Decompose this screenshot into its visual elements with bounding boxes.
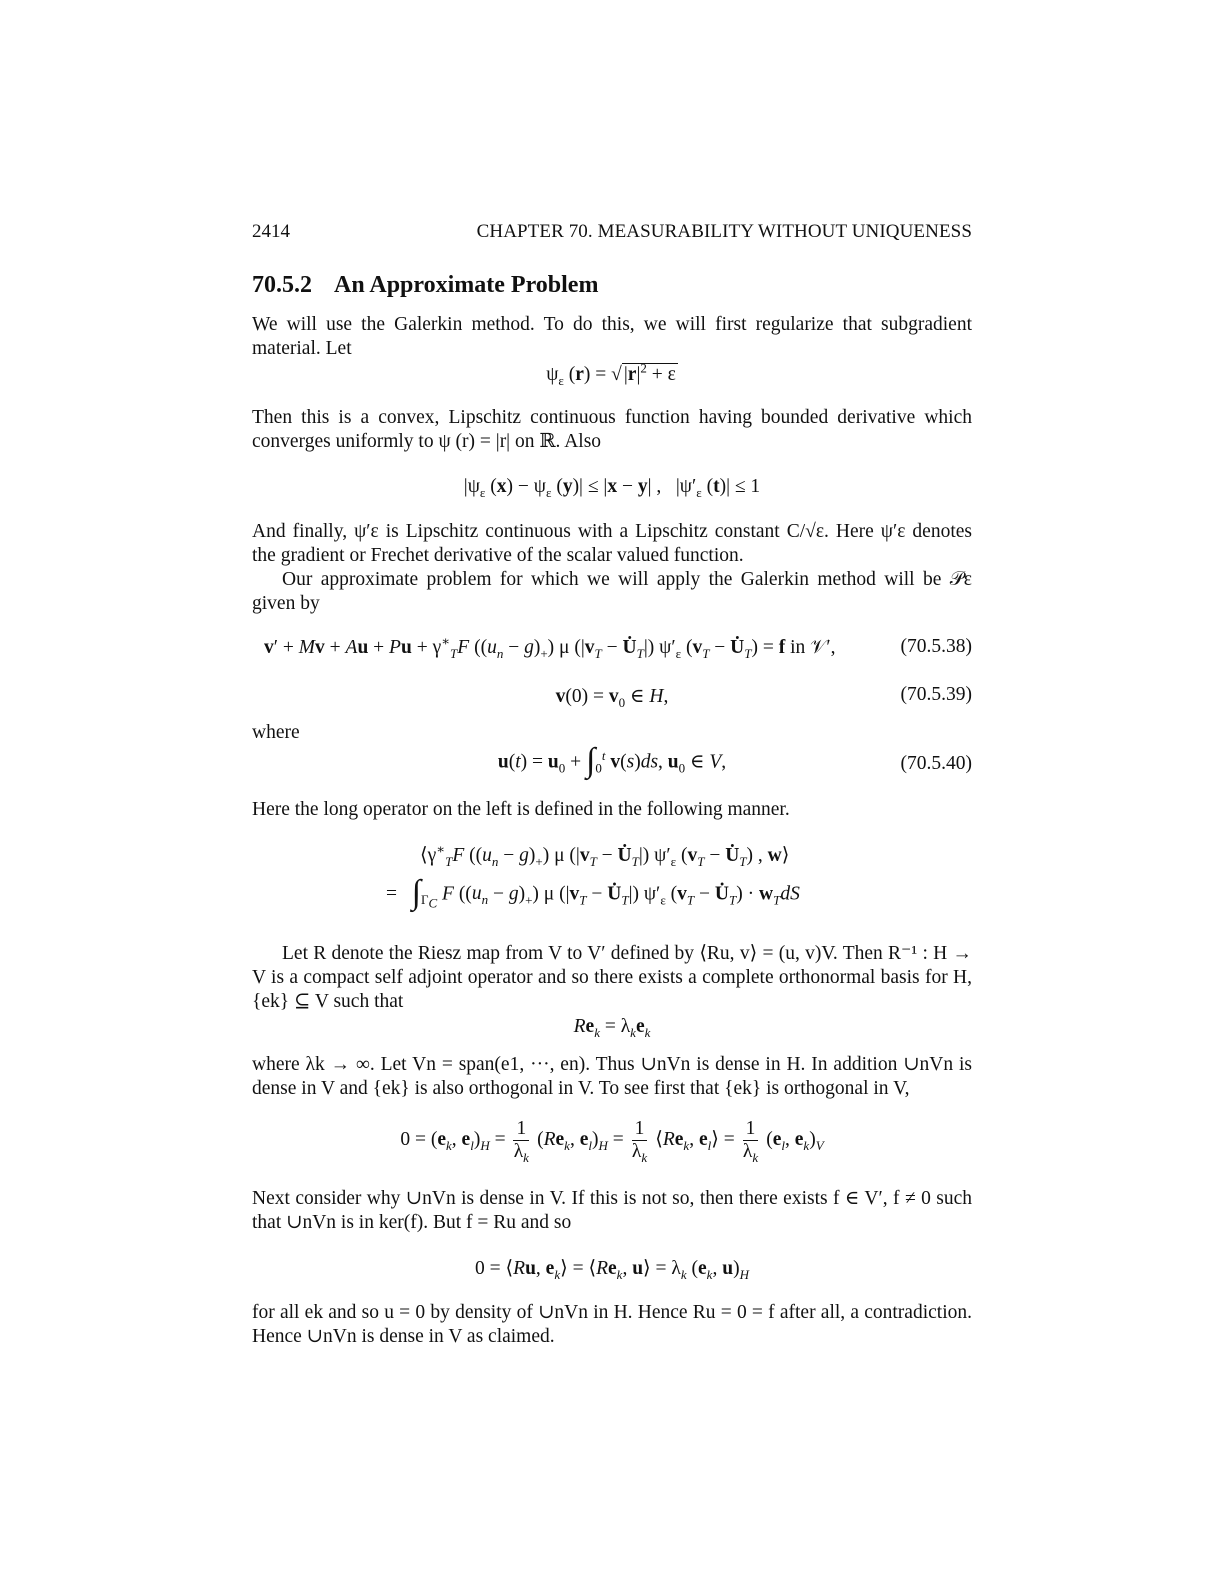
- equation-70-5-39: $v(0) = v_0$ ∈ H,: [555, 686, 669, 710]
- equation-number-40: (70.5.40): [900, 753, 972, 774]
- equation-operator-line2: = $\int_{\Gamma_C}$ F $((u_n - g)_+)$ μ ($|v_T$ − $U̇_T|$) $\psi'_\varepsilon$ ($v_T$ − $U̇_T) \cdot w_TdS$: [386, 874, 800, 911]
- equation-density: 0 = ⟨Ru, $e_k⟩$ = $⟨Re_k$, u⟩ = $\lambda_k$ ($e_k$, $u)_H$: [475, 1258, 749, 1282]
- paragraph-9: Next consider why ∪nVn is dense in V. If this is not so, then there exists f ∈ V′, f ≠ 0 such that ∪nVn is in ker(f). But f = Ru and so: [252, 1188, 972, 1233]
- section-heading: [252, 272, 598, 299]
- equation-70-5-40: $u(t) = u_0 + \int_0^t$ v(s)ds, $u_0$ ∈ V,: [497, 742, 727, 779]
- equation-70-5-38: $v' + Mv + Au + Pu + \gamma^∗_TF$ $((u_n - g)_+)$ μ ($|v_T$ − $U̇_T|$) $\psi'_\varepsilon$ ($v_T$ − $U̇_T) = f$ in 𝒱′,: [264, 633, 836, 661]
- paragraph-8: where λk → ∞. Let Vn = span(e1, ···, en). Thus ∪nVn is dense in H. In addition ∪nVn is dense in V and {ek} is also orthogonal in V. To see first that {ek} is orthogonal in V,: [252, 1054, 972, 1099]
- paragraph-10: for all ek and so u = 0 by density of ∪nVn in H. Hence Ru = 0 = f after all, a contradiction. Hence ∪nVn is dense in V as claimed.: [252, 1302, 972, 1347]
- chapter-title: CHAPTER 70. MEASURABILITY WITHOUT UNIQUENESS: [476, 221, 972, 242]
- equation-number-38: (70.5.38): [900, 636, 972, 657]
- paragraph-1: We will use the Galerkin method. To do this, we will first regularize that subgradient material. Let: [252, 314, 972, 359]
- section-number: 70.5.2: [252, 272, 312, 298]
- page-number: 2414: [252, 221, 290, 242]
- equation-eigen: $Re_k = \lambda_ke_k$: [573, 1016, 651, 1040]
- equation-operator-line1: $⟨\gamma^∗_TF$ $((u_n - g)_+)$ μ ($|v_T$ − $U̇_T|$) $\psi'_\varepsilon$ ($v_T$ − $U̇_T$) , w⟩: [420, 841, 790, 869]
- page: [252, 0, 972, 1584]
- paragraph-3: And finally, ψ′ε is Lipschitz continuous with a Lipschitz constant C/√ε. Here ψ′ε denotes the gradient or Frechet derivative of the scalar valued function.: [252, 521, 972, 566]
- equation-number-39: (70.5.39): [900, 684, 972, 705]
- section-title: An Approximate Problem: [334, 272, 599, 298]
- paragraph-6: Here the long operator on the left is defined in the following manner.: [252, 799, 790, 820]
- equation-orthogonal: $0 = (e_k$, $e_l)_H$ = $\frac{1}{\lambda_k}$ ($Re_k$, $e_l)_H$ = $\frac{1}{\lambda_k}$ $⟨Re_k$, $e_l⟩$ = $\frac{1}{\lambda_k}$ ($e_l$, $e_k)_V$: [400, 1118, 824, 1165]
- paragraph-7: Let R denote the Riesz map from V to V′ defined by ⟨Ru, v⟩ = (u, v)V. Then R⁻¹ : H → V is a compact self adjoint operator and so there exists a complete orthonormal basis for H, {ek} ⊆ V such that: [252, 943, 972, 1012]
- paragraph-5: where: [252, 722, 300, 743]
- equation-psi-eps: $\psi_\varepsilon$ (r) = √ $|r|^2 + \varepsilon$: [546, 360, 676, 388]
- paragraph-4: Our approximate problem for which we will apply the Galerkin method will be 𝒫ε given by: [252, 569, 972, 614]
- equation-lipschitz: $|\psi_\varepsilon$ $(x) - \psi_\varepsilon$ (y)| ≤ |x − y| , $|\psi'_\varepsilon$ (t)| ≤ 1: [463, 476, 761, 500]
- paragraph-2: Then this is a convex, Lipschitz continuous function having bounded derivative which converges uniformly to ψ (r) = |r| on ℝ. Also: [252, 407, 972, 452]
